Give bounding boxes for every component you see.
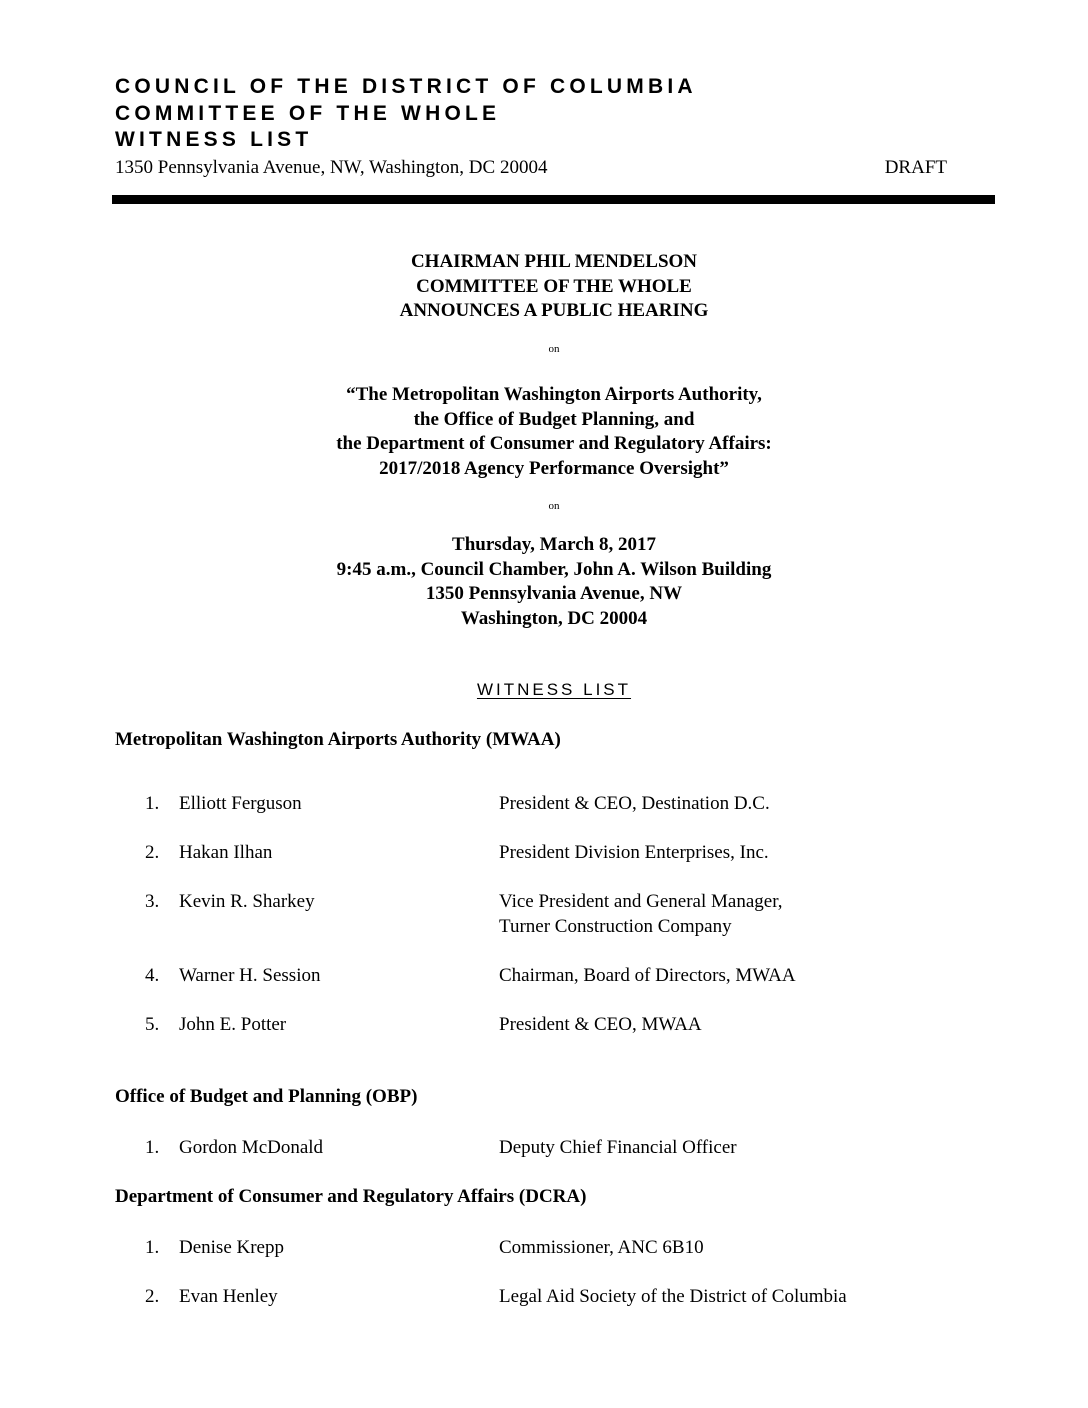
witness-title: Deputy Chief Financial Officer: [499, 1137, 737, 1158]
announcement-header: [0, 250, 1088, 324]
topic-line-2: the Office of Budget Planning, and: [413, 408, 695, 430]
witness-number: 5.: [145, 1014, 160, 1035]
witness-list-title-wrap: [0, 680, 1088, 700]
witness-name: Denise Krepp: [179, 1237, 284, 1258]
hearing-time-place: 9:45 a.m., Council Chamber, John A. Wilson Building: [336, 558, 772, 580]
witness-number: 3.: [145, 891, 160, 912]
document-type: WITNESS LIST: [115, 128, 313, 151]
on-text-2: on: [548, 500, 560, 512]
council-name: COUNCIL OF THE DISTRICT OF COLUMBIA: [115, 75, 697, 98]
witness-name: Warner H. Session: [179, 965, 321, 986]
chairman-line: CHAIRMAN PHIL MENDELSON: [410, 251, 698, 272]
witness-title: President Division Enterprises, Inc.: [499, 842, 769, 863]
witness-number: 4.: [145, 965, 160, 986]
witness-title: President & CEO, MWAA: [499, 1014, 702, 1035]
topic-line-4: 2017/2018 Agency Performance Oversight”: [379, 457, 729, 479]
witness-title-line-2: Turner Construction Company: [499, 916, 732, 937]
witness-name: Gordon McDonald: [179, 1137, 324, 1158]
hearing-details: [0, 533, 1088, 631]
draft-label: DRAFT: [884, 156, 947, 178]
hearing-street: 1350 Pennsylvania Avenue, NW: [425, 583, 683, 604]
section-heading-mwaa: Metropolitan Washington Airports Authority (MWAA): [115, 729, 561, 750]
on-text-1: on: [548, 343, 560, 355]
witness-number: 1.: [145, 793, 160, 814]
witness-title: [499, 889, 979, 939]
letterhead: [115, 74, 995, 181]
topic-line-3: the Department of Consumer and Regulatory Affairs:: [336, 433, 772, 454]
address-row: [115, 157, 995, 181]
witness-title: Legal Aid Society of the District of Columbia: [499, 1286, 847, 1307]
witness-number: 1.: [145, 1237, 160, 1258]
hearing-city: Washington, DC 20004: [460, 607, 648, 629]
witness-name: Elliott Ferguson: [179, 793, 302, 814]
witness-name: Evan Henley: [179, 1286, 278, 1307]
witness-name: Hakan Ilhan: [179, 842, 273, 863]
witness-name: John E. Potter: [179, 1014, 287, 1035]
witness-number: 2.: [145, 1286, 160, 1307]
witness-number: 1.: [145, 1137, 160, 1158]
witness-name: Kevin R. Sharkey: [179, 891, 315, 912]
header-rule: [112, 195, 995, 204]
hearing-date: Thursday, March 8, 2017: [452, 534, 656, 555]
witness-title-line-1: Vice President and General Manager,: [499, 891, 783, 912]
council-address: 1350 Pennsylvania Avenue, NW, Washington, DC 20004: [115, 156, 548, 178]
witness-list-title: WITNESS LIST: [476, 680, 632, 699]
witness-title: Commissioner, ANC 6B10: [499, 1237, 704, 1258]
witness-number: 2.: [145, 842, 160, 863]
witness-title: President & CEO, Destination D.C.: [499, 793, 770, 814]
section-heading-obp: Office of Budget and Planning (OBP): [115, 1086, 418, 1107]
topic-line-1: “The Metropolitan Washington Airports Authority,: [346, 384, 762, 405]
committee-name: COMMITTEE OF THE WHOLE: [115, 101, 501, 125]
witness-title: Chairman, Board of Directors, MWAA: [499, 965, 796, 986]
announces-line: ANNOUNCES A PUBLIC HEARING: [399, 300, 709, 321]
hearing-topic: [0, 383, 1088, 481]
committee-line: COMMITTEE OF THE WHOLE: [416, 275, 692, 297]
section-heading-dcra: Department of Consumer and Regulatory Affairs (DCRA): [115, 1186, 587, 1207]
